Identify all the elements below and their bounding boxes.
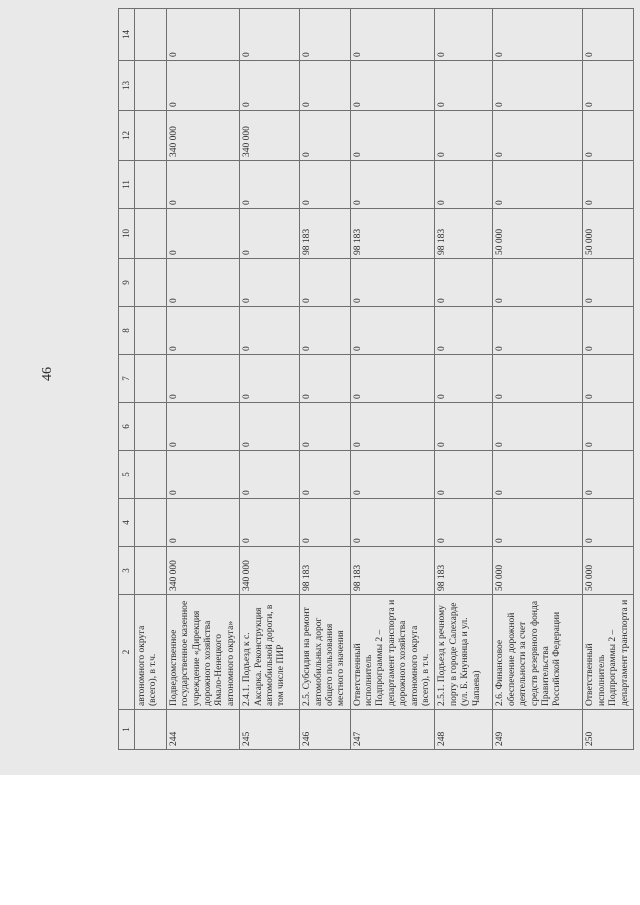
cell-value: 0 bbox=[300, 111, 351, 161]
cell-value: 98 183 bbox=[350, 547, 435, 595]
cell-value: 0 bbox=[583, 403, 634, 451]
cell-value: 0 bbox=[493, 9, 583, 61]
cell-value: 0 bbox=[583, 161, 634, 209]
cell-value: 0 bbox=[240, 499, 300, 547]
cell-value: 0 bbox=[240, 9, 300, 61]
cell-value: 0 bbox=[435, 499, 493, 547]
row-name: 2.5. Субсидия на ремонт автомобильных дорог общего пользования местного значения bbox=[300, 595, 351, 710]
column-number: 1 bbox=[119, 710, 135, 750]
cell-value: 0 bbox=[583, 61, 634, 111]
cell-value: 0 bbox=[350, 355, 435, 403]
page-number: 46 bbox=[40, 367, 55, 381]
continuation-row bbox=[134, 9, 166, 750]
cell-value: 0 bbox=[583, 259, 634, 307]
rotated-table-container bbox=[118, 9, 630, 750]
column-number: 13 bbox=[119, 61, 135, 111]
cell-value: 0 bbox=[240, 161, 300, 209]
column-number: 3 bbox=[119, 547, 135, 595]
cell-value: 0 bbox=[583, 499, 634, 547]
cell-value: 0 bbox=[435, 111, 493, 161]
cell-value: 98 183 bbox=[435, 547, 493, 595]
row-name: 2.5.1. Подъезд к речному порту в городе Салехарде (ул. Б. Кнунянца и ул. Чапаева) bbox=[435, 595, 493, 710]
cell-value: 0 bbox=[583, 451, 634, 499]
cell-value: 0 bbox=[435, 161, 493, 209]
cell-value: 0 bbox=[300, 451, 351, 499]
column-number: 10 bbox=[119, 209, 135, 259]
table-row bbox=[300, 9, 351, 750]
column-number: 5 bbox=[119, 451, 135, 499]
cell-value: 0 bbox=[493, 451, 583, 499]
table-row bbox=[435, 9, 493, 750]
table-row bbox=[583, 9, 634, 750]
cell-value: 0 bbox=[435, 61, 493, 111]
column-number: 7 bbox=[119, 355, 135, 403]
cell-value: 50 000 bbox=[493, 209, 583, 259]
column-number: 14 bbox=[119, 9, 135, 61]
cell-value: 340 000 bbox=[240, 111, 300, 161]
row-name: Ответственный исполнитель Подпрограммы 2 – департамент транспорта и bbox=[583, 595, 634, 710]
cell-value: 0 bbox=[493, 307, 583, 355]
cell-value: 0 bbox=[166, 355, 239, 403]
cell-value: 0 bbox=[493, 259, 583, 307]
cell-value: 0 bbox=[300, 61, 351, 111]
cell-value: 0 bbox=[166, 209, 239, 259]
cell-value: 0 bbox=[240, 451, 300, 499]
cell-value: 50 000 bbox=[493, 547, 583, 595]
cell-value: 0 bbox=[240, 307, 300, 355]
column-number: 8 bbox=[119, 307, 135, 355]
cell-value: 0 bbox=[300, 355, 351, 403]
row-name: Подведомственное государственное казенное учреждение «Дирекция дорожного хозяйства Ямало-Ненецкого автономного округа» bbox=[166, 595, 239, 710]
cell-value: 0 bbox=[493, 355, 583, 403]
cell-value: 50 000 bbox=[583, 209, 634, 259]
cell-value: 0 bbox=[300, 259, 351, 307]
row-id: 245 bbox=[240, 710, 300, 750]
row-name: Ответственный исполнитель Подпрограммы 2 – департамент транспорта и дорожного хозяйства автономного округа (всего), в т.ч. bbox=[350, 595, 435, 710]
cell-value: 0 bbox=[166, 9, 239, 61]
cell-value: 0 bbox=[435, 403, 493, 451]
row-name: 2.4.1. Подъезд к с. Аксарка. Реконструкция автомобильной дороги, в том числе ПИР bbox=[240, 595, 300, 710]
cell-value: 0 bbox=[350, 499, 435, 547]
table-row bbox=[166, 9, 239, 750]
cell-value: 0 bbox=[240, 61, 300, 111]
column-number: 2 bbox=[119, 595, 135, 710]
row-id: 248 bbox=[435, 710, 493, 750]
cell-value: 0 bbox=[240, 209, 300, 259]
cell-value: 0 bbox=[583, 111, 634, 161]
cell-value: 0 bbox=[240, 355, 300, 403]
cell-value: 0 bbox=[435, 355, 493, 403]
row-id: 247 bbox=[350, 710, 435, 750]
cell-value: 0 bbox=[350, 9, 435, 61]
cell-value: 0 bbox=[350, 451, 435, 499]
column-number: 9 bbox=[119, 259, 135, 307]
cell-value: 0 bbox=[300, 161, 351, 209]
cell-value: 0 bbox=[166, 499, 239, 547]
cell-value: 98 183 bbox=[350, 209, 435, 259]
cell-value: 0 bbox=[493, 111, 583, 161]
cell-value: 340 000 bbox=[166, 111, 239, 161]
cell-value: 0 bbox=[166, 61, 239, 111]
cell-value: 0 bbox=[583, 307, 634, 355]
column-number: 6 bbox=[119, 403, 135, 451]
cell-value: 98 183 bbox=[300, 209, 351, 259]
cell-value: 0 bbox=[435, 9, 493, 61]
row-id: 244 bbox=[166, 710, 239, 750]
cell-value: 0 bbox=[583, 355, 634, 403]
cell-value: 0 bbox=[300, 499, 351, 547]
cell-value: 0 bbox=[350, 61, 435, 111]
cell-value: 340 000 bbox=[166, 547, 239, 595]
cell-value: 0 bbox=[493, 403, 583, 451]
header-row bbox=[119, 9, 135, 750]
table-row bbox=[493, 9, 583, 750]
cell-value: 0 bbox=[166, 451, 239, 499]
cell-value: 0 bbox=[300, 307, 351, 355]
cell-value: 0 bbox=[300, 9, 351, 61]
cell-value: 0 bbox=[350, 403, 435, 451]
cell-value: 0 bbox=[240, 403, 300, 451]
cell-value: 0 bbox=[435, 307, 493, 355]
cell-value: 0 bbox=[583, 9, 634, 61]
column-number: 11 bbox=[119, 161, 135, 209]
cell-value: 0 bbox=[166, 259, 239, 307]
row-name: 2.6. Финансовое обеспечение дорожной деятельности за счет средств резервного фонда Правительства Российской Федерации bbox=[493, 595, 583, 710]
cell-value: 0 bbox=[166, 403, 239, 451]
table-row bbox=[240, 9, 300, 750]
cell-value: 0 bbox=[240, 259, 300, 307]
cell-value: 50 000 bbox=[583, 547, 634, 595]
row-id: 246 bbox=[300, 710, 351, 750]
cell-value: 98 183 bbox=[435, 209, 493, 259]
cell-value: 0 bbox=[350, 161, 435, 209]
table-row bbox=[350, 9, 435, 750]
cell-value: 0 bbox=[493, 61, 583, 111]
cell-value: 0 bbox=[166, 307, 239, 355]
cell-value: 0 bbox=[300, 403, 351, 451]
cell-value: 0 bbox=[350, 307, 435, 355]
cell-value: 0 bbox=[435, 451, 493, 499]
cell-value: 0 bbox=[166, 161, 239, 209]
cell-value: 340 000 bbox=[240, 547, 300, 595]
column-number: 4 bbox=[119, 499, 135, 547]
cell-value: 0 bbox=[435, 259, 493, 307]
column-number: 12 bbox=[119, 111, 135, 161]
cell-value: 0 bbox=[350, 259, 435, 307]
cell-value: 98 183 bbox=[300, 547, 351, 595]
row-id: 250 bbox=[583, 710, 634, 750]
budget-table bbox=[118, 8, 634, 750]
cell-value: 0 bbox=[493, 161, 583, 209]
cell-value: 0 bbox=[350, 111, 435, 161]
cell-value: 0 bbox=[493, 499, 583, 547]
row-id: 249 bbox=[493, 710, 583, 750]
continuation-text: автономного округа (всего), в т.ч. bbox=[134, 595, 166, 710]
